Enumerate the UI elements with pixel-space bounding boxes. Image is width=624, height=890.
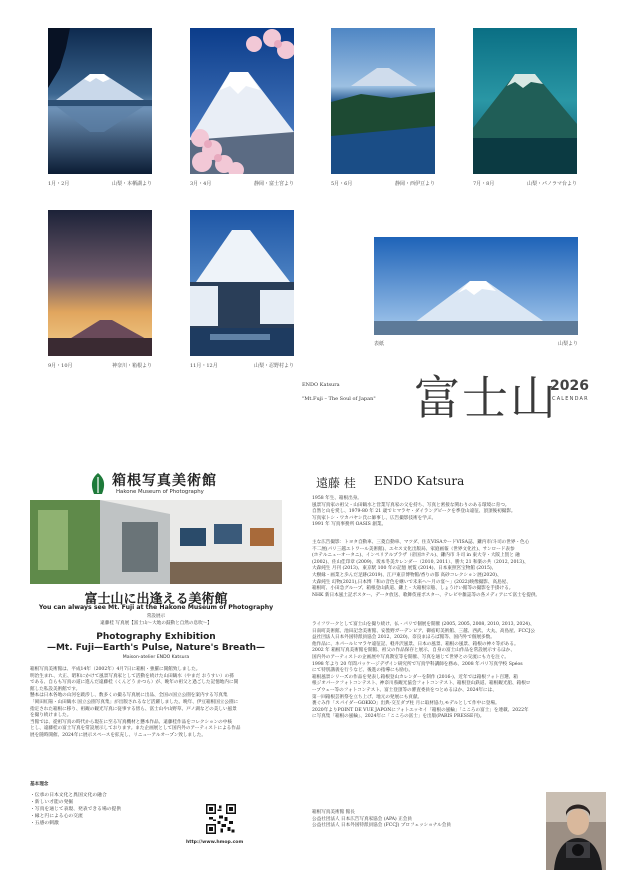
- exhibition-en-1: Photography Exhibition: [96, 632, 216, 642]
- museum-logo: [88, 472, 108, 496]
- museum-photo: [30, 500, 282, 584]
- desc-line: 「岡田紅陽・山田鶴水 国立公園写真集」が出版されるなど活躍しました。晩年、伊豆箱根国立公園に: [30, 699, 239, 705]
- bio-line: 箱根町、小田急グループ、箱根登山鉄道、鎌上・大箱根宗舶、しょうけい館等の撮影を手掛ける。: [312, 586, 514, 592]
- desc-line: 展を随時開催、2024年に展示スペースを拡充し、リニューアルオープン致しました。: [30, 732, 206, 738]
- exhibition-en-2: —Mt. Fuji—Earth's Pulse, Nature's Breath—: [46, 643, 266, 653]
- caption-period: 9月・10月: [48, 363, 73, 369]
- brand-title: 富士山: [414, 371, 558, 425]
- bio-line: 風景写真家の祖父・山田鶴水と営業写真家の父を持ち、写真と密接な関わりのある環境に育つ。: [312, 502, 510, 508]
- bio-line: 他作品に、ネパールヒマラヤ遠征記、軽井沢風景、日本の風景、箱根の風景、箱根の神々等がある。: [312, 641, 519, 647]
- caption-period: 11月・12月: [190, 363, 218, 369]
- caption-location: 静岡・西伊豆より: [394, 181, 435, 187]
- bio-line: に写真集「箱根の風輪」、2024年に「こころの富士」を出版(PARIS PRESSE刊)。: [312, 714, 485, 720]
- caption-location: 山梨・忍野村より: [253, 363, 294, 369]
- cover-label: 表紙: [374, 341, 385, 347]
- bio-line: 大森純生 月刊 (2013)、東京駅 100 年の記憶 展覧 (2014)、日本東照宮宝物館 (2015)、: [312, 566, 497, 572]
- photo-cover: [374, 237, 578, 335]
- author-bio-3: [312, 622, 608, 721]
- desc-line: 指定された箱根に移り、祖観の観光写真に従事する傍ら、富士山や山野草、戸ノ湖などの美しい風景: [30, 706, 237, 712]
- caption-location: 山梨・パノラマ台より: [526, 181, 577, 187]
- photo-nov-dec: [190, 210, 294, 356]
- caption-period: 3月・4月: [190, 181, 212, 187]
- desc-line: 箱根写真美術館は、平成14年（2002年）4月7日に箱根・強羅に開館致しました。: [30, 667, 201, 672]
- cover-location: 山梨より: [557, 341, 578, 347]
- author-portrait: [546, 792, 606, 870]
- photo-sep-oct: [48, 210, 152, 356]
- bio-line: (2002)、佐山佳印章 (2009)、坂本冬美カレンダー（2010, 2011）、勝大 21 和楽の共（2012, 2013)、: [312, 559, 529, 565]
- bio-line: 写真家トシ・ワカバヤシ氏に師事し、広告撮影技術を学ぶ。: [312, 515, 437, 521]
- author-name-jp: 遠藤 桂: [316, 476, 356, 490]
- exhibit-label: 常設展示: [146, 614, 166, 619]
- desc-line: 館した私設美術館です。: [30, 686, 81, 692]
- caption-location: 山梨・本栖湖より: [111, 181, 152, 187]
- principles-list: [30, 792, 121, 827]
- bio-line: 根ジオパークフォトコンテスト、神奈川県観光協会フォトコンテスト、箱根登山鉄道、箱根観光船、箱根ロ: [312, 681, 531, 687]
- principles-title: 基本理念: [30, 782, 49, 787]
- bio-line: 主な広告撮影：トヨタ自動車、三菱自動車、マツダ、住友VISAカードVISA誌、鎌内市/斗司の世界・色心: [312, 540, 530, 545]
- caption-location: 神奈川・箱根より: [111, 363, 152, 369]
- principle-item: ・縁と円による心の交流: [30, 814, 83, 819]
- desc-line: 当館では、從祖写真の時代から現在に至る写真機材と懸本作品、遠藤桂作品をコレクションの中核: [30, 719, 232, 725]
- principle-item: ・新しい才能の発掘: [30, 800, 74, 805]
- author-footer: [312, 810, 542, 830]
- exhibit-line: 遠藤桂 写真展【富士山〜大地の鼓動と自然の息吹〜】: [100, 621, 212, 626]
- museum-headline-en: You can always see Mt. Fuji at the Hakone Museum of Photography: [38, 604, 274, 611]
- bio-line: 第一回箱根芸術祭を立ち上げ、地元の発展にも貢献。: [312, 694, 423, 700]
- caption-period: 7月・8月: [473, 181, 495, 187]
- museum-headline-jp: 富士山に出逢える美術館: [84, 592, 228, 607]
- bio-line: にて特別講義を行うなど、後進の指導にも励む。: [312, 668, 414, 674]
- calendar-word: CALENDAR: [552, 396, 589, 402]
- bio-line: 自然と山を愛し、1979-80 年 21 歳でヒマラヤ・ダイラングピークを季登山遠征、頂頂後初撮影。: [312, 509, 516, 515]
- principle-item: ・写真を通じて表現、発表できる場の提供: [30, 807, 122, 812]
- author-bio-1: [312, 496, 608, 529]
- bio-line: 2020年よりPOINT DE VUE JAPONにフォトエッセイ「箱根の風輪」「こころの富士」を連載、2022年: [312, 707, 529, 713]
- photo-jan-feb: [48, 28, 152, 174]
- museum-url[interactable]: http://www.hmop.com: [186, 840, 244, 845]
- museum-description: [30, 667, 292, 740]
- author-name-en: ENDO Katsura: [374, 474, 465, 488]
- author-bio-2: [312, 540, 608, 599]
- subtitle-en: "Mt.Fuji – The Soul of Japan": [302, 396, 376, 402]
- desc-line: を撮り続けました。: [30, 713, 72, 719]
- bio-line: 国内外のアーティストの企画展や写真教室等を開催、写真を通じて世界との交流にも力を注ぐ。: [312, 654, 509, 660]
- desc-line: 明治生まれ、大正、昭和にかけて風景写真家として活動を続けた山田鶴水（やまだ おうすい）の孫: [30, 673, 234, 679]
- caption-period: 5月・6月: [331, 181, 353, 187]
- bio-line: 大森純生 幻物(2021),日本博「和の音色を継いで未来へ〜月の宴〜」(2022)映像撮影、高島屋、: [312, 579, 511, 585]
- principle-item: ・五感の刺激: [30, 821, 59, 826]
- museum-name-en: Hakone Museum of Photography: [116, 489, 204, 495]
- bio-line: 益社団法人日本外国特派員協会 2012、2020)、奈良まほろば館等、国内外で個展多数。: [312, 635, 495, 641]
- footer-line: 公益社団法人 日本外国特派員協会 (FCCJ) プロフェッショナル会員: [312, 823, 451, 829]
- bio-line: 2002 年 箱根写真美術館を開館、祖父の作品保存と展示、自身の富士山作品を常設展示するほか、: [312, 648, 515, 654]
- bio-line: ライフワークとして富士山を撮り続け、仏・パリで個展を開催 (2005, 2005, 2008, 2010, 2013, 2024)、: [312, 622, 535, 627]
- maison: Maison-atelier ENDO Katsura: [122, 655, 190, 660]
- bio-line: 1991 年 写真事務所 OASIS 創業。: [312, 522, 387, 528]
- desc-line: とし、遠藤桂の富士写真を常設展示しております。また企画展として国内外のアーティストによる作品: [30, 726, 241, 732]
- qr-code[interactable]: [206, 804, 236, 834]
- bio-line: 1998 年より 20 年間パッケージデザイン研究所で写真学科講師を務め、2008 年パリ写真学校 Spéos: [312, 661, 523, 667]
- bio-line: 大樹縁・画業と歩んだ足跡(2019)、江戸東京博物館/香りの都 高砂コレクション展(2020)、: [312, 572, 502, 578]
- photo-may-jun: [331, 28, 435, 174]
- bio-line: (ホテルニューオータニ)、インペリアルプラザ（帝国ホテル)、鎌内市 斗司 in 東大寺・大阪上賀と 融: [312, 553, 520, 559]
- calendar-year: 2026: [550, 378, 589, 394]
- desc-line: 懸本は日本各地の山河を跋渉し、数多くの撮る写真展に出品、全国の国立公園を案内する写真集: [30, 693, 228, 699]
- caption-period: 1月・2月: [48, 181, 70, 187]
- footer-line: 箱根写真美術館 館長: [312, 810, 355, 815]
- bio-line: ープウェー等のフォトコンテスト、富士登頂等の審査委員をつとめるほか、2024年には、: [312, 687, 497, 693]
- photo-jul-aug: [473, 28, 577, 174]
- bio-line: NHK 新日本風土記ポスター、データ放送、歌舞伎座ポスター、テレビや雑誌等の各メディアにて富士を提供。: [312, 592, 541, 598]
- footer-line: 公益社団法人 日本広告写真家協会 (APA) 正会員: [312, 816, 412, 822]
- desc-line: である、自らも写真の道に進んだ遠藤桂（くんどう かつら）が、晩年の祖父と過ごした記憶地内に開: [30, 680, 239, 686]
- museum-name-jp: 箱根写真美術館: [112, 473, 217, 489]
- bio-line: 1958 年生、箱根出身。: [312, 496, 362, 501]
- bio-line: 不二展(パリ三越エトワール美術館)、エセス文化出版局、家庭画報（世界文化社)、サンロード表参: [312, 546, 515, 552]
- principle-item: ・伝承の日本文化と異国文化の融合: [30, 793, 107, 798]
- caption-location: 静岡・富士宮より: [253, 181, 294, 187]
- bio-line: 日南町美術館、池田記念美術館、安曇野ガーデンピア、御宿町美術館、三越、西武、大丸、高島屋、FCCJ公: [312, 628, 535, 634]
- bio-line: 裏ぐみ作「スパイダーGOKKO」出典-交互ダブ柱 月に取材協力,モデルとして作中に登場。: [312, 701, 500, 707]
- photo-mar-apr: [190, 28, 294, 174]
- author-en: ENDO Katsura: [302, 382, 340, 388]
- bio-line: 箱根風景シリーズの作品を発表し箱根登山カレンダーを制作 (2016-)、近年では箱根フォト百選、箱: [312, 674, 518, 680]
